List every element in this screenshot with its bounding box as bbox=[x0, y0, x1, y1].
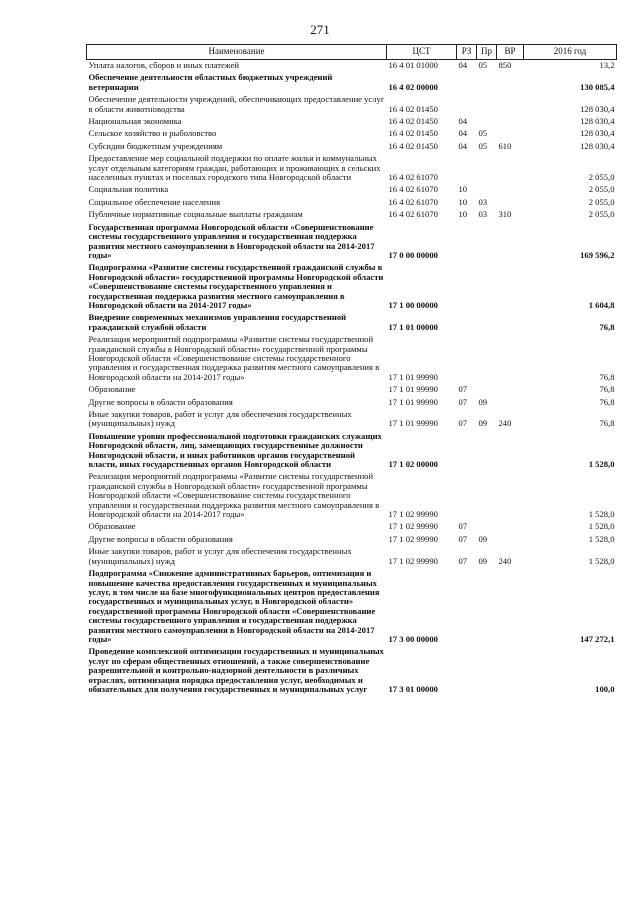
row-vr bbox=[497, 222, 524, 263]
row-vr: 310 bbox=[498, 209, 512, 220]
row-name: Образование bbox=[88, 521, 136, 532]
row-amount: 1 528,0 bbox=[588, 533, 615, 544]
table-row bbox=[87, 222, 617, 263]
row-amount: 76,8 bbox=[599, 418, 615, 429]
row-cst: 16 4 02 00000 bbox=[388, 81, 438, 92]
row-vr bbox=[497, 184, 524, 196]
table-row bbox=[87, 128, 617, 140]
table-row bbox=[87, 534, 617, 546]
table-row bbox=[87, 546, 617, 568]
table-row bbox=[87, 60, 617, 73]
row-pr bbox=[477, 116, 497, 128]
row-rz bbox=[457, 72, 477, 94]
row-amount: 76,8 bbox=[599, 321, 615, 332]
row-rz bbox=[457, 222, 477, 263]
row-amount: 76,8 bbox=[599, 384, 615, 395]
row-amount: 1 528,0 bbox=[588, 459, 615, 470]
row-pr bbox=[477, 384, 497, 396]
row-cst: 17 1 02 99990 bbox=[388, 521, 438, 532]
row-cst: 17 1 02 99990 bbox=[388, 533, 438, 544]
row-amount: 128 030,4 bbox=[580, 116, 615, 127]
row-rz bbox=[457, 94, 477, 116]
row-pr: 03 bbox=[478, 196, 488, 207]
row-vr bbox=[497, 72, 524, 94]
row-name: Социальное обеспечение населения bbox=[88, 196, 221, 207]
row-pr bbox=[477, 184, 497, 196]
table-row bbox=[87, 646, 617, 696]
table-row bbox=[87, 334, 617, 384]
row-rz: 04 bbox=[458, 128, 468, 139]
table-row bbox=[87, 431, 617, 472]
header-amount: 2016 год bbox=[524, 45, 617, 60]
row-name: Внедрение современных механизмов управления государственной гражданской службой области bbox=[88, 312, 347, 332]
row-amount: 169 596,2 bbox=[580, 249, 615, 260]
row-amount: 1 604,8 bbox=[588, 299, 615, 310]
row-pr bbox=[477, 153, 497, 184]
row-cst: 17 1 01 99990 bbox=[388, 384, 438, 395]
row-amount: 13,2 bbox=[599, 60, 615, 70]
row-name: Предоставление мер социальной поддержки по оплате жилья и коммунальных услуг отдельным категориям граждан, работающих и проживающих в сельских населенных пунктах и поселках городского типа Новгородской области bbox=[88, 153, 381, 183]
table-row bbox=[87, 116, 617, 128]
row-name: Обеспечение деятельности областных бюджетных учреждений ветеринарии bbox=[88, 72, 333, 92]
row-amount: 1 528,0 bbox=[588, 509, 615, 520]
row-rz bbox=[457, 312, 477, 334]
row-pr bbox=[477, 568, 497, 646]
row-name: Подпрограмма «Снижение административных барьеров, оптимизация и повышение качества предоставления государственных и муниципальных услуг, в том числе на базе многофункциональных центров предоставления государственных и муниципальных услуг, в Новгородской области» государственной программы Новгородской области «Совершенствование системы государственного управления и государственная поддержка развития местного самоуправления в Новгородской области на 2014-2017 годы» bbox=[88, 568, 380, 644]
row-rz bbox=[457, 334, 477, 384]
row-name: Обеспечение деятельности учреждений, обеспечивающих предоставление услуг в области животноводства bbox=[88, 94, 385, 114]
row-rz bbox=[457, 153, 477, 184]
table-row bbox=[87, 409, 617, 431]
row-rz bbox=[457, 262, 477, 312]
table-row bbox=[87, 262, 617, 312]
row-cst: 17 1 00 00000 bbox=[388, 299, 438, 310]
row-rz: 10 bbox=[458, 196, 468, 207]
row-rz: 10 bbox=[458, 184, 468, 195]
row-name: Государственная программа Новгородской области «Совершенствование системы государственного управления и государственная поддержка развития местного самоуправления в Новгородской области на 2014-2017 годы» bbox=[88, 221, 375, 260]
row-cst: 16 4 01 01000 bbox=[388, 60, 438, 70]
row-rz: 04 bbox=[458, 116, 468, 127]
table-row bbox=[87, 312, 617, 334]
table-row bbox=[87, 197, 617, 209]
row-rz: 07 bbox=[458, 418, 468, 429]
row-name: Образование bbox=[88, 384, 136, 395]
row-pr: 03 bbox=[478, 209, 488, 220]
row-pr bbox=[477, 94, 497, 116]
row-pr: 05 bbox=[478, 128, 488, 139]
table-row bbox=[87, 471, 617, 521]
row-name: Уплата налогов, сборов и иных платежей bbox=[88, 60, 240, 70]
row-amount: 1 528,0 bbox=[588, 555, 615, 566]
header-name: Наименование bbox=[87, 45, 387, 60]
row-cst: 17 1 02 99990 bbox=[388, 555, 438, 566]
row-pr bbox=[477, 431, 497, 472]
row-amount: 76,8 bbox=[599, 396, 615, 407]
row-vr bbox=[497, 153, 524, 184]
row-pr: 09 bbox=[478, 555, 488, 566]
row-name: Проведение комплексной оптимизации государственных и муниципальных услуг по сферам общественных отношений, а также совершенствование разрешительной и контрольно-надзорной деятельности в различных отраслях, оптимизация порядка предоставления услуг, необходимых и обязательных для получения государственных и муниципальных услуг bbox=[88, 646, 384, 694]
row-pr bbox=[477, 72, 497, 94]
row-amount: 147 272,1 bbox=[580, 633, 615, 644]
page-number: 271 bbox=[310, 22, 330, 37]
table-row bbox=[87, 384, 617, 396]
row-name: Социальная политика bbox=[88, 184, 169, 195]
table-row bbox=[87, 209, 617, 221]
table-row bbox=[87, 568, 617, 646]
row-rz: 10 bbox=[458, 209, 468, 220]
table-header-row bbox=[87, 45, 617, 60]
row-pr: 05 bbox=[478, 60, 488, 70]
row-rz: 07 bbox=[458, 533, 468, 544]
row-amount: 76,8 bbox=[599, 371, 615, 382]
row-name: Другие вопросы в области образования bbox=[88, 533, 233, 544]
row-name: Реализация мероприятий подпрограммы «Развитие системы государственной гражданской службы в Новгородской области» государственной программы Новгородской области «Совершенствование системы государственного управления и государственная поддержка развития местного самоуправления в Новгородской области на 2014-2017 годы» bbox=[88, 334, 380, 382]
row-name: Иные закупки товаров, работ и услуг для обеспечения государственных (муниципальных) нужд bbox=[88, 546, 352, 566]
row-name: Повышение уровня профессиональной подготовки гражданских служащих Новгородской области, лиц, замещающих государственные должности Новгородской области, и иных работников органов государственной власти, иных государственных органов Новгородской области bbox=[88, 430, 382, 470]
row-pr bbox=[477, 471, 497, 521]
row-name: Сельское хозяйство и рыболовство bbox=[88, 128, 217, 139]
row-rz bbox=[457, 646, 477, 696]
row-vr bbox=[497, 521, 524, 533]
row-cst: 16 4 02 01450 bbox=[388, 128, 438, 139]
row-name: Субсидии бюджетным учреждениям bbox=[88, 140, 223, 151]
row-cst: 17 0 00 00000 bbox=[388, 249, 438, 260]
row-name: Реализация мероприятий подпрограммы «Развитие системы государственной гражданской службы в Новгородской области» государственной программы Новгородской области «Совершенствование системы государственного управления и государственная поддержка развития местного самоуправления в Новгородской области на 2014-2017 годы» bbox=[88, 471, 380, 520]
table-row bbox=[87, 141, 617, 153]
row-cst: 16 4 02 61070 bbox=[388, 196, 438, 207]
row-amount: 100,0 bbox=[595, 683, 615, 694]
row-rz: 07 bbox=[458, 384, 468, 395]
row-vr bbox=[497, 334, 524, 384]
table-row bbox=[87, 397, 617, 409]
row-vr bbox=[497, 262, 524, 312]
header-vr: ВР bbox=[497, 45, 524, 60]
row-cst: 17 1 02 99990 bbox=[388, 509, 438, 520]
row-vr bbox=[497, 128, 524, 140]
header-pr: Пр bbox=[477, 45, 497, 60]
table-row bbox=[87, 153, 617, 184]
row-vr: 850 bbox=[498, 60, 512, 70]
row-pr bbox=[477, 521, 497, 533]
row-rz: 07 bbox=[458, 396, 468, 407]
row-amount: 2 055,0 bbox=[588, 184, 615, 195]
row-cst: 17 1 01 99990 bbox=[388, 371, 438, 382]
row-amount: 128 030,4 bbox=[580, 103, 615, 114]
header-rz: РЗ bbox=[457, 45, 477, 60]
row-vr bbox=[497, 94, 524, 116]
table-row bbox=[87, 184, 617, 196]
row-rz: 07 bbox=[458, 555, 468, 566]
row-amount: 2 055,0 bbox=[588, 196, 615, 207]
row-amount: 1 528,0 bbox=[588, 521, 615, 532]
row-pr: 05 bbox=[478, 140, 488, 151]
row-vr bbox=[497, 568, 524, 646]
row-amount: 2 055,0 bbox=[588, 172, 615, 183]
row-vr bbox=[497, 646, 524, 696]
row-cst: 16 4 02 61070 bbox=[388, 209, 438, 220]
row-pr: 09 bbox=[478, 396, 488, 407]
row-cst: 17 1 01 99990 bbox=[388, 396, 438, 407]
row-amount: 128 030,4 bbox=[580, 128, 615, 139]
row-rz: 04 bbox=[458, 140, 468, 151]
row-vr bbox=[497, 397, 524, 409]
row-pr bbox=[477, 312, 497, 334]
row-amount: 130 085,4 bbox=[580, 81, 615, 92]
table-row bbox=[87, 72, 617, 94]
row-cst: 17 1 01 99990 bbox=[388, 418, 438, 429]
row-pr bbox=[477, 262, 497, 312]
row-cst: 16 4 02 01450 bbox=[388, 116, 438, 127]
row-vr bbox=[497, 197, 524, 209]
row-name: Иные закупки товаров, работ и услуг для обеспечения государственных (муниципальных) нужд bbox=[88, 409, 352, 429]
row-cst: 16 4 02 01450 bbox=[388, 140, 438, 151]
row-pr bbox=[477, 222, 497, 263]
row-vr: 240 bbox=[498, 418, 512, 429]
row-cst: 16 4 02 01450 bbox=[388, 103, 438, 114]
row-cst: 17 1 01 00000 bbox=[388, 321, 438, 332]
row-cst: 17 3 01 00000 bbox=[388, 683, 438, 694]
row-rz: 04 bbox=[458, 60, 468, 70]
row-vr bbox=[497, 116, 524, 128]
row-amount: 128 030,4 bbox=[580, 140, 615, 151]
row-cst: 17 1 02 00000 bbox=[388, 459, 438, 470]
row-vr: 610 bbox=[498, 140, 512, 151]
row-amount: 2 055,0 bbox=[588, 209, 615, 220]
row-cst: 16 4 02 61070 bbox=[388, 184, 438, 195]
row-vr bbox=[497, 471, 524, 521]
row-rz bbox=[457, 568, 477, 646]
table-row bbox=[87, 521, 617, 533]
row-cst: 16 4 02 61070 bbox=[388, 172, 438, 183]
row-pr bbox=[477, 334, 497, 384]
header-cst: ЦСТ bbox=[387, 45, 457, 60]
row-name: Публичные нормативные социальные выплаты гражданам bbox=[88, 209, 303, 220]
row-vr bbox=[497, 534, 524, 546]
table-row bbox=[87, 94, 617, 116]
row-rz bbox=[457, 431, 477, 472]
row-vr: 240 bbox=[498, 555, 512, 566]
row-cst: 17 3 00 00000 bbox=[388, 633, 438, 644]
row-pr bbox=[477, 646, 497, 696]
row-rz bbox=[457, 471, 477, 521]
row-vr bbox=[497, 384, 524, 396]
row-vr bbox=[497, 431, 524, 472]
row-name: Подпрограмма «Развитие системы государственной гражданской службы в Новгородской области» государственной программы Новгородской области «Совершенствование системы государственного управления и государственная поддержка развития местного самоуправления в Новгородской области на 2014-2017 годы» bbox=[88, 262, 384, 310]
row-pr: 09 bbox=[478, 418, 488, 429]
row-rz: 07 bbox=[458, 521, 468, 532]
row-name: Другие вопросы в области образования bbox=[88, 396, 233, 407]
row-vr bbox=[497, 312, 524, 334]
budget-table bbox=[86, 44, 617, 696]
row-pr: 09 bbox=[478, 533, 488, 544]
row-name: Национальная экономика bbox=[88, 116, 182, 127]
